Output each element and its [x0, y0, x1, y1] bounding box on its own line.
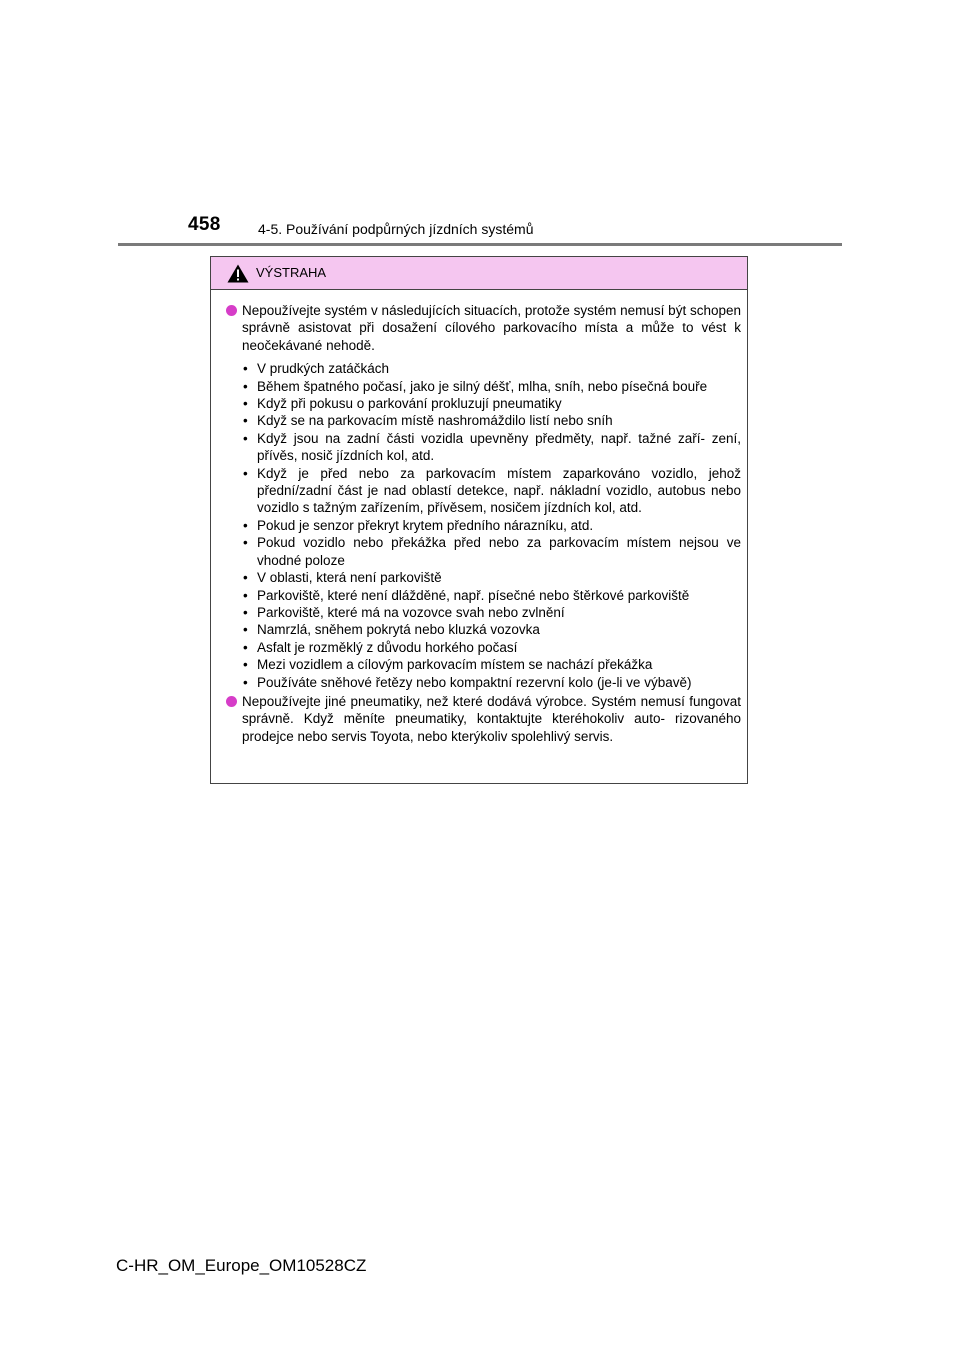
page-number: 458	[188, 214, 221, 235]
warning-paragraph-1-text: Nepoužívejte systém v následujících situacích, protože systém nemusí být schopen správně asistovat při dosažení cílového parkovacího místa a může to vést k neočekávané nehodě.	[242, 303, 741, 353]
warning-header	[211, 257, 747, 290]
header-divider	[118, 243, 842, 246]
list-item: • Parkoviště, které má na vozovce svah nebo zvlnění	[243, 604, 565, 620]
warning-paragraph-1	[226, 302, 741, 354]
warning-paragraph-2-text: Nepoužívejte jiné pneumatiky, než které dodává výrobce. Systém nemusí fungovat správně. Když měníte pneumatiky, kontaktujte kteréhokoliv auto- rizovaného prodejce nebo servis Toyota, nebo kterýkoliv spolehlivý servis.	[242, 693, 741, 744]
list-item: • Když se na parkovacím místě nashromáždilo listí nebo sníh	[243, 413, 613, 429]
list-item: • Když při pokusu o parkování prokluzují pneumatiky	[243, 396, 562, 412]
warning-situation-list	[242, 360, 741, 691]
warning-box	[210, 256, 748, 784]
list-item: • Namrzlá, sněhem pokrytá nebo kluzká vozovka	[243, 622, 540, 638]
document-code: C-HR_OM_Europe_OM10528CZ	[116, 1256, 367, 1275]
list-item: • Pokud vozidlo nebo překážka před nebo za parkovacím místem nejsou ve vhodné poloze	[243, 535, 741, 568]
list-item: • Parkoviště, které není dlážděné, např. písečné nebo štěrkové parkoviště	[243, 587, 690, 603]
list-item: • Používáte sněhové řetězy nebo kompaktní rezervní kolo (je-li ve výbavě)	[243, 674, 692, 690]
list-item: • V oblasti, která není parkoviště	[243, 570, 442, 586]
section-title: 4-5. Používání podpůrných jízdních systémů	[258, 221, 534, 237]
list-item: • Pokud je senzor překryt krytem předního nárazníku, atd.	[243, 517, 594, 533]
list-item: • Asfalt je rozměklý z důvodu horkého počasí	[243, 639, 518, 655]
list-item: • V prudkých zatáčkách	[243, 361, 390, 377]
list-item: • Když jsou na zadní části vozidla upevněny předměty, např. tažné zaří- zení, přívěs, nosič jízdních kol, atd.	[243, 430, 741, 464]
bullet-dot-icon	[226, 696, 237, 707]
warning-body	[211, 290, 747, 745]
warning-paragraph-2	[226, 693, 741, 745]
list-item: • Během špatného počasí, jako je silný déšť, mlha, sníh, nebo písečná bouře	[243, 378, 708, 394]
bullet-dot-icon	[226, 305, 237, 316]
warning-title: VÝSTRAHA	[256, 265, 327, 280]
warning-triangle-icon	[227, 264, 249, 283]
list-item: • Když je před nebo za parkovacím místem zaparkováno vozidlo, jehož přední/zadní část je nad oblastí detekce, např. nákladní vozidlo, autobus nebo vozidlo s tažným zařízením, přívěsem, nosičem jízdních kol, atd.	[243, 465, 741, 516]
list-item: • Mezi vozidlem a cílovým parkovacím místem se nachází překážka	[243, 657, 653, 673]
